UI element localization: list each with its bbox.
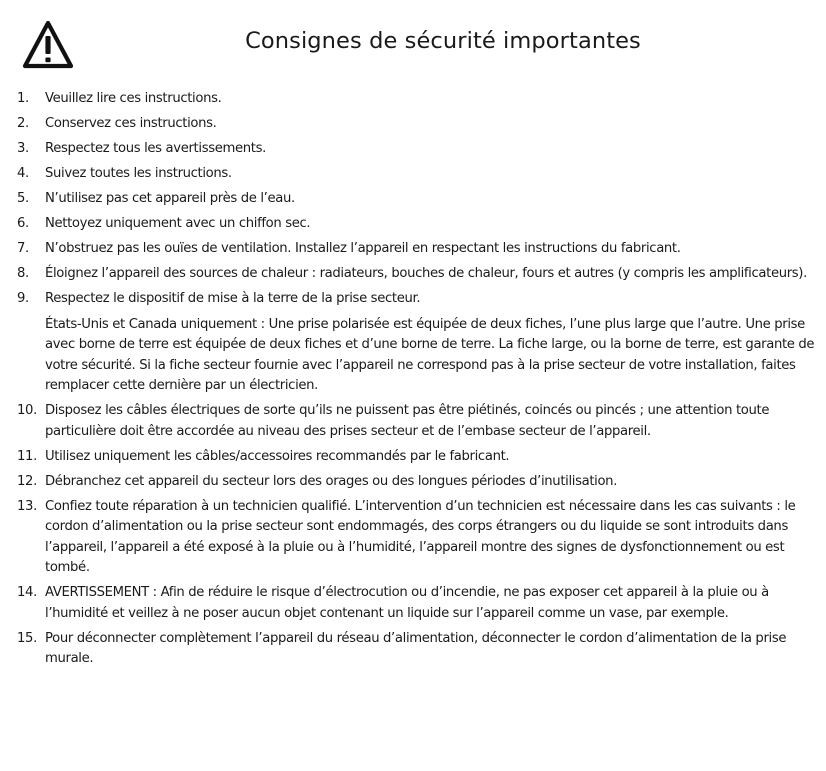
item-number: 9. (17, 291, 29, 306)
item-text: Conservez ces instructions. (45, 116, 217, 131)
item-text: Débranchez cet appareil du secteur lors des orages ou des longues périodes d’inutilisation. (45, 473, 618, 489)
item-number: 14. (17, 585, 37, 600)
item-number: 8. (17, 266, 29, 281)
item-body (45, 289, 817, 397)
list-item-3 (17, 139, 817, 160)
item-number: 7. (17, 241, 29, 256)
list-item-12 (17, 472, 817, 493)
list-item-15 (17, 629, 817, 670)
item-text: Éloignez l’appareil des sources de chaleur : radiateurs, bouches de chaleur, fours et autres (y compris les amplificateurs). (45, 266, 807, 281)
item-text: Respectez le dispositif de mise à la terre de la prise secteur. (45, 291, 421, 306)
item-number: 15. (17, 630, 37, 646)
page-title: Consignes de sécurité importantes (245, 28, 641, 54)
item-text: Nettoyez uniquement avec un chiffon sec. (45, 216, 311, 231)
item-number: 11. (17, 448, 37, 464)
list-item-9 (17, 289, 817, 397)
list-item-14 (17, 583, 817, 624)
item-number: 4. (17, 166, 29, 181)
item-number: 6. (17, 216, 29, 231)
item-text: Respectez tous les avertissements. (45, 141, 266, 156)
item-text: Suivez toutes les instructions. (45, 166, 232, 181)
list-item-13 (17, 497, 817, 579)
item-text: Veuillez lire ces instructions. (45, 91, 222, 106)
item-text: N’utilisez pas cet appareil près de l’eau. (45, 191, 295, 206)
list-item-6 (17, 214, 817, 235)
item-number: 13. (17, 498, 37, 514)
item-number: 3. (17, 141, 29, 156)
list-item-11 (17, 447, 817, 468)
item-text: Disposez les câbles électriques de sorte qu’ils ne puissent pas être piétinés, coincés ou pincés ; une attention toute particulière doit être accordée au niveau des prises secteur et de l’embase secteur de l’appareil. (45, 403, 770, 439)
list-item-5 (17, 189, 817, 210)
item-text: AVERTISSEMENT : Afin de réduire le risque d’électrocution ou d’incendie, ne pas exposer cet appareil à la pluie ou à l’humidité et veillez à ne poser aucun objet contenant un liquide sur l’appareil comme un vase, par exemple. (45, 585, 769, 621)
list-item-8 (17, 264, 817, 285)
item-number: 10. (17, 403, 37, 418)
item-text: N’obstruez pas les ouïes de ventilation. Installez l’appareil en respectant les instructions du fabricant. (45, 241, 681, 256)
item-text: Utilisez uniquement les câbles/accessoires recommandés par le fabricant. (45, 448, 510, 464)
item-text: Pour déconnecter complètement l’appareil du réseau d’alimentation, déconnecter le cordon d’alimentation de la prise murale. (45, 630, 787, 666)
list-item-4 (17, 164, 817, 185)
list-item-1 (17, 89, 817, 110)
item-note: États-Unis et Canada uniquement : Une prise polarisée est équipée de deux fiches, l’une plus large que l’autre. Une prise avec borne de terre est équipée de deux fiches et d’une borne de terre. La fiche large, ou la borne de terre, est garante de votre sécurité. Si la fiche secteur fournie avec l’appareil ne correspond pas à la prise secteur de votre installation, faites remplacer cette dernière par un électricien. (45, 316, 815, 393)
item-number: 2. (17, 116, 29, 131)
item-number: 12. (17, 473, 37, 489)
item-number: 5. (17, 191, 29, 206)
list-item-10 (17, 401, 817, 442)
safety-instructions-list (17, 89, 817, 674)
item-number: 1. (17, 91, 29, 106)
list-item-7 (17, 239, 817, 260)
item-text: Confiez toute réparation à un technicien qualifié. L’intervention d’un technicien est nécessaire dans les cas suivants : le cordon d’alimentation ou la prise secteur sont endommagés, des corps étrangers ou du liquide se sont introduits dans l’appareil, l’appareil a été exposé à la pluie ou à l’humidité, l’appareil montre des signes de dysfonctionnement ou est tombé. (45, 498, 796, 575)
list-item-2 (17, 114, 817, 135)
